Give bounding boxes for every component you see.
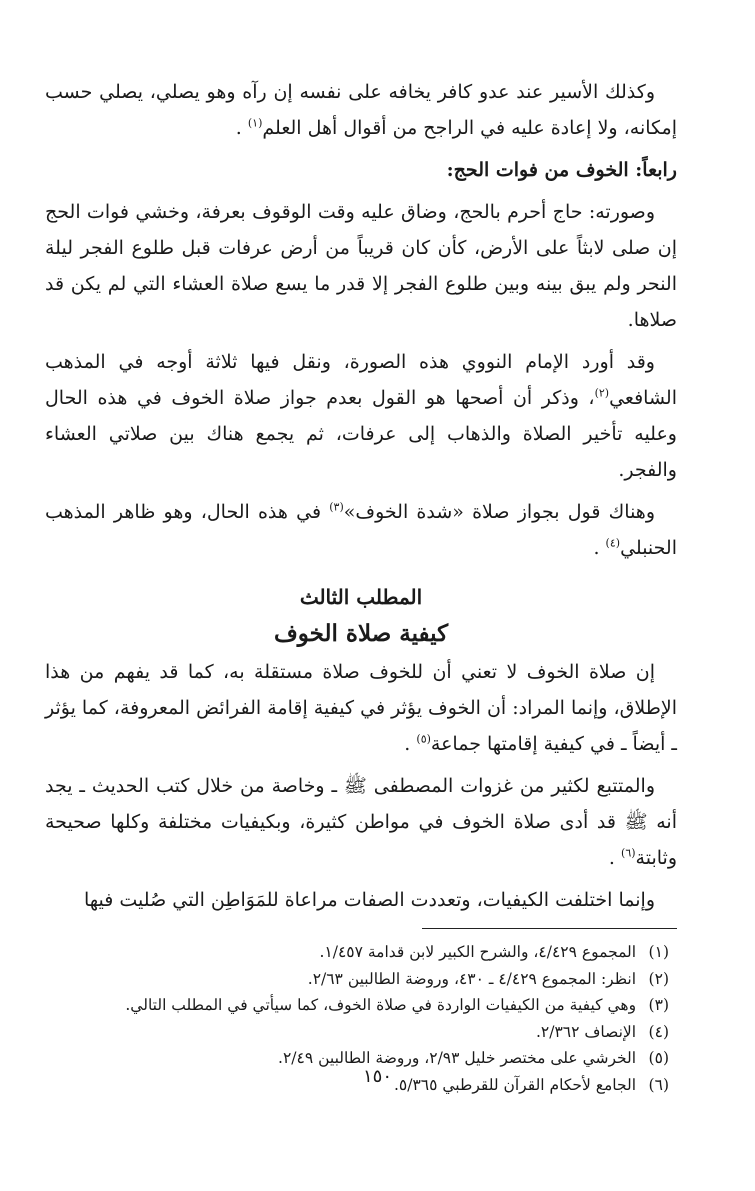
paragraph-text: وصورته: حاج أحرم بالحج، وضاق عليه وقت الوقوف بعرفة، وخشي فوات الحج إن صلى لابثاً على الأرض، كأن كان قريباً من أرض عرفات قبل طلوع الفجر ليلة النحر ولم يبق بينه وبين طلوع الفجر إلا قدر ما يسع صلاة العشاء التي لم يكن قد صلاها. <box>45 201 677 331</box>
paragraph-variations <box>45 882 677 918</box>
page-number: ١٥٠ <box>362 1066 392 1087</box>
footnote-number: (٣) <box>648 996 669 1014</box>
footnote-text: وهي كيفية من الكيفيات الواردة في صلاة الخوف، كما سيأتي في المطلب التالي. <box>125 996 637 1014</box>
paragraph-captive <box>45 74 677 146</box>
subheading-text: رابعاً: الخوف من فوات الحج: <box>446 159 677 181</box>
paragraph-end: . <box>235 117 242 139</box>
footnote <box>45 1019 677 1046</box>
footnote <box>45 966 677 993</box>
paragraph-end: . <box>608 847 615 869</box>
paragraph-text: في هذه الحال، وهو ظاهر المذهب الحنبلي <box>45 501 677 559</box>
footnote-ref[interactable]: (٤) <box>605 536 621 550</box>
paragraph-nawawi <box>45 344 677 488</box>
footnote-ref[interactable]: (٢) <box>594 386 610 400</box>
footnote-ref[interactable]: (٥) <box>416 732 431 746</box>
footnote-number: (٢) <box>648 969 669 988</box>
paragraph-text: وكذلك الأسير عند عدو كافر يخافه على نفسه إن رآه وهو يصلي، يصلي حسب إمكانه، ولا إعادة عليه في الراجح من أقوال أهل العلم <box>45 81 677 139</box>
footnote-ref[interactable]: (١) <box>247 116 263 130</box>
paragraph-battles <box>45 768 677 876</box>
paragraph-end: . <box>404 733 411 755</box>
paragraph-text: والمتتبع لكثير من غزوات المصطفى ﷺ ـ وخاصة من خلال كتب الحديث ـ يجد أنه ﷺ قد أدى صلاة الخوف في مواطن كثيرة، وبكيفيات مختلفة وكلها صحيحة وثابتة <box>45 775 677 869</box>
footnote-number: (٥) <box>648 1049 669 1067</box>
footnote-number: (١) <box>648 943 669 961</box>
paragraph-text: وقد أورد الإمام النووي هذه الصورة، ونقل فيها ثلاثة أوجه في المذهب الشافعي <box>45 351 677 409</box>
section-heading: المطلب الثالث <box>299 585 423 609</box>
paragraph-end: . <box>593 537 600 559</box>
footnote-number: (٦) <box>648 1075 669 1094</box>
paragraph-hajj-case <box>45 194 677 338</box>
footnote-text: الخرشي على مختصر خليل ٢/٩٣، وروضة الطالبين ٢/٤٩. <box>278 1049 637 1067</box>
footnote-number: (٤) <box>648 1022 669 1041</box>
footnote-divider <box>422 928 677 929</box>
footnote-text: الجامع لأحكام القرآن للقرطبي ٥/٣٦٥. <box>393 1075 637 1094</box>
footnote-ref[interactable]: (٦) <box>621 846 636 860</box>
footnote <box>45 939 677 966</box>
paragraph-text: وإنما اختلفت الكيفيات، وتعددت الصفات مراعاة للمَوَاطِن التي صُليت فيها <box>84 889 655 911</box>
footnote-text: المجموع ٤/٤٢٩، والشرح الكبير لابن قدامة ١/٤٥٧. <box>319 943 637 961</box>
paragraph-hanbali <box>45 494 677 566</box>
subheading-hajj <box>45 152 677 188</box>
paragraph-definition <box>45 654 677 762</box>
paragraph-text: إن صلاة الخوف لا تعني أن للخوف صلاة مستقلة به، كما قد يفهم من هذا الإطلاق، وإنما المراد: أن الخوف يؤثر في كيفية إقامة الفرائض المعروفة، كما يؤثر ـ أيضاً ـ في كيفية إقامتها جماعة <box>45 661 677 755</box>
footnote <box>45 992 677 1019</box>
paragraph-text: ، وذكر أن أصحها هو القول بعدم جواز صلاة الخوف في هذه الحال وعليه تأخير الصلاة والذهاب إلى عرفات، ثم يجمع هناك بين صلاتي العشاء والفجر. <box>45 387 677 481</box>
paragraph-text: وهناك قول بجواز صلاة «شدة الخوف» <box>343 501 655 523</box>
footnote-ref[interactable]: (٣) <box>329 500 344 514</box>
footnote-text: انظر: المجموع ٤/٤٢٩ ـ ٤٣٠، وروضة الطالبين ٢/٦٣. <box>307 969 637 988</box>
section-title: كيفية صلاة الخوف <box>273 620 449 647</box>
footnote-text: الإنصاف ٢/٣٦٢. <box>535 1022 637 1041</box>
